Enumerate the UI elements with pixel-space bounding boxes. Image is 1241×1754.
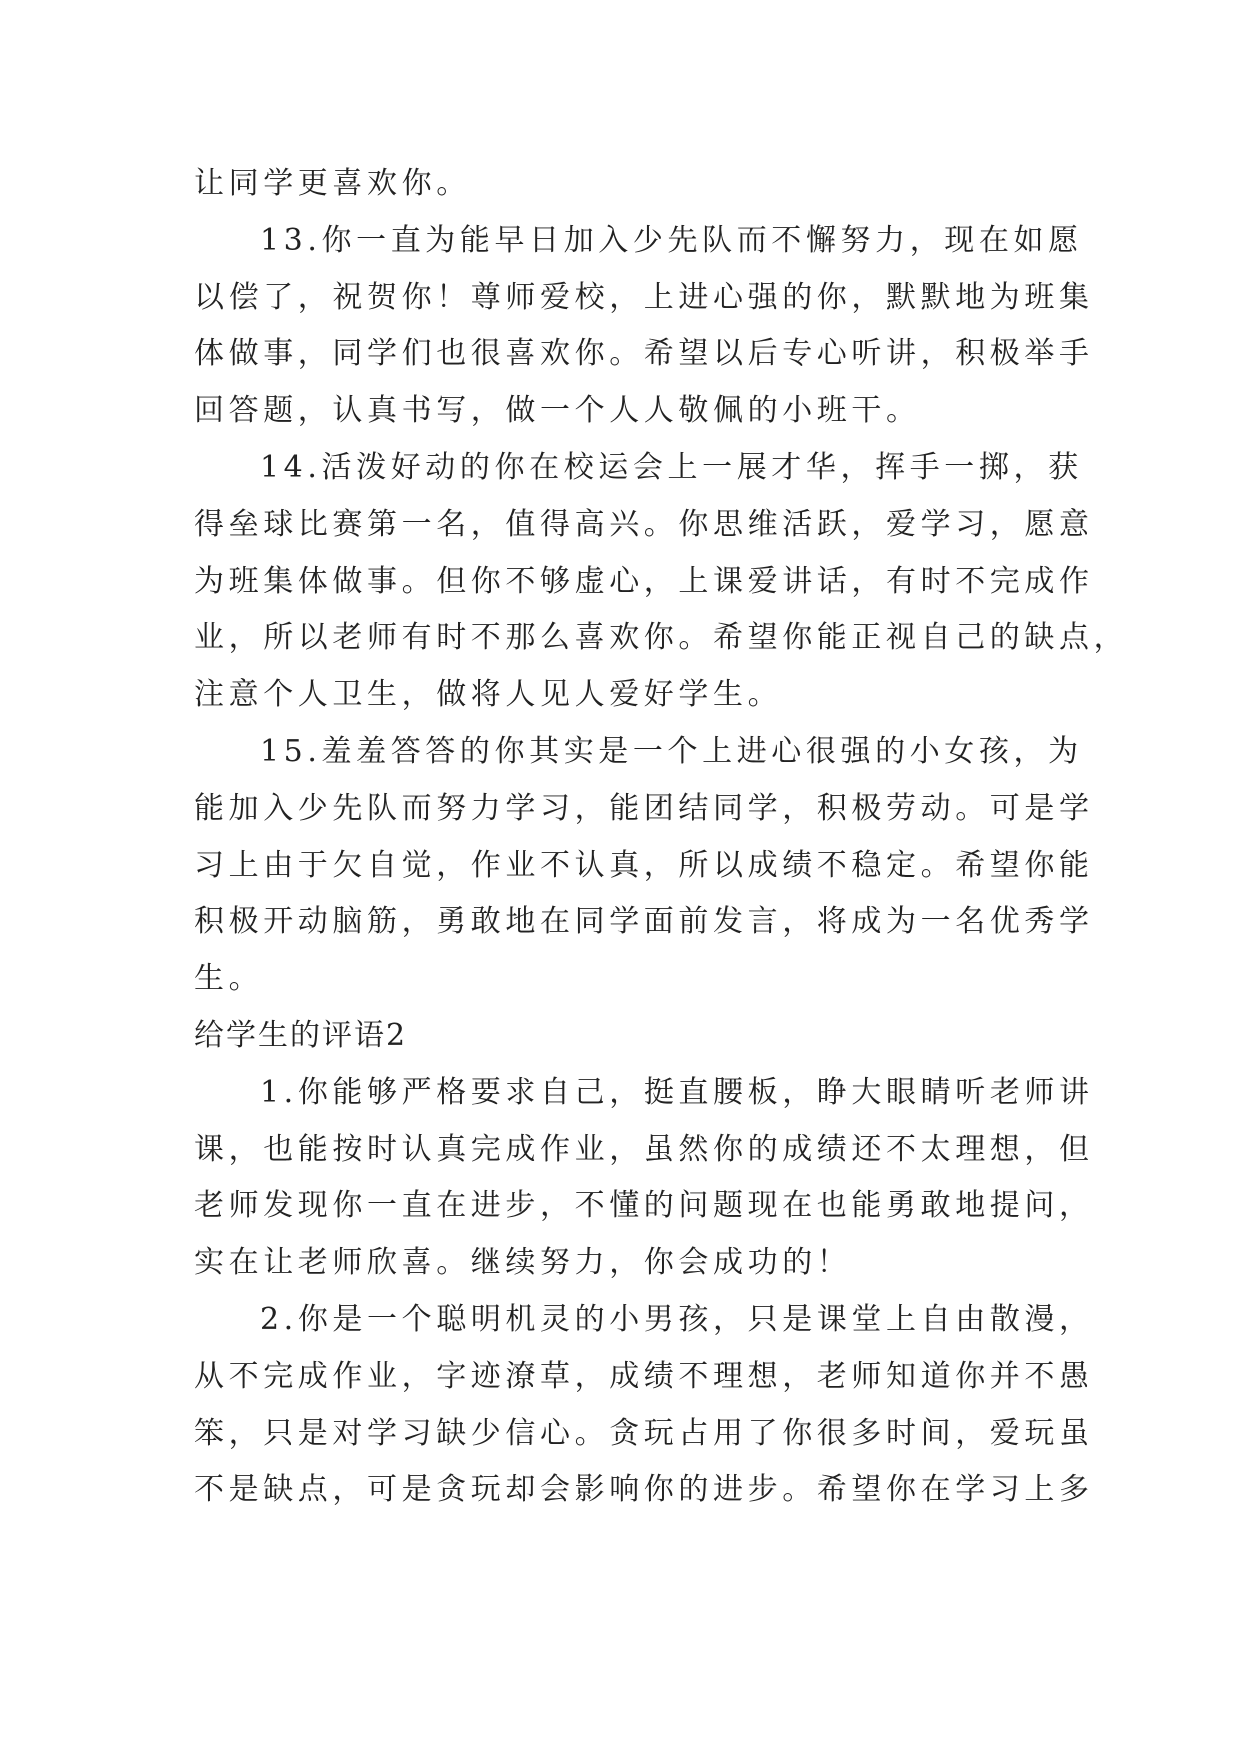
- text-line: 生。: [194, 961, 264, 997]
- text-line: 习上由于欠自觉，作业不认真，所以成绩不稳定。希望你能: [194, 847, 1094, 883]
- text-line: 以偿了，祝贺你！尊师爱校，上进心强的你，默默地为班集: [194, 279, 1094, 315]
- text-line: 实在让老师欣喜。继续努力，你会成功的！: [194, 1245, 852, 1281]
- text-line: 为班集体做事。但你不够虚心，上课爱讲话，有时不完成作: [194, 563, 1094, 599]
- paragraph-1-start: 1.你能够严格要求自己，挺直腰板，睁大眼睛听老师讲: [260, 1074, 1094, 1110]
- text-line: 让同学更喜欢你。: [194, 166, 471, 201]
- text-line: 回答题，认真书写，做一个人人敬佩的小班干。: [194, 393, 921, 429]
- paragraph-13-start: 13.你一直为能早日加入少先队而不懈努力，现在如愿: [260, 222, 1083, 258]
- text-line: 课，也能按时认真完成作业，虽然你的成绩还不太理想，但: [194, 1131, 1094, 1167]
- text-line: 笨，只是对学习缺少信心。贪玩占用了你很多时间，爱玩虽: [194, 1415, 1094, 1451]
- document-body: [194, 156, 1129, 1519]
- text-line: 不是缺点，可是贪玩却会影响你的进步。希望你在学习上多: [194, 1472, 1094, 1508]
- paragraph-14-start: 14.活泼好动的你在校运会上一展才华，挥手一掷，获: [260, 449, 1083, 485]
- text-line: 老师发现你一直在进步，不懂的问题现在也能勇敢地提问，: [194, 1188, 1094, 1224]
- text-line: 业，所以老师有时不那么喜欢你。希望你能正视自己的缺点，: [194, 620, 1129, 656]
- text-line: 从不完成作业，字迹潦草，成绩不理想，老师知道你并不愚: [194, 1358, 1094, 1394]
- text-line: 得垒球比赛第一名，值得高兴。你思维活跃，爱学习，愿意: [194, 506, 1094, 542]
- text-line: 体做事，同学们也很喜欢你。希望以后专心听讲，积极举手: [194, 336, 1094, 372]
- paragraph-2-start: 2.你是一个聪明机灵的小男孩，只是课堂上自由散漫，: [260, 1301, 1094, 1337]
- text-line: 积极开动脑筋，勇敢地在同学面前发言，将成为一名优秀学: [194, 904, 1094, 940]
- text-line: 注意个人卫生，做将人见人爱好学生。: [194, 677, 783, 713]
- paragraph-15-start: 15.羞羞答答的你其实是一个上进心很强的小女孩，为: [260, 733, 1083, 769]
- section-heading: 给学生的评语2: [194, 1017, 408, 1053]
- text-line: 能加入少先队而努力学习，能团结同学，积极劳动。可是学: [194, 790, 1094, 826]
